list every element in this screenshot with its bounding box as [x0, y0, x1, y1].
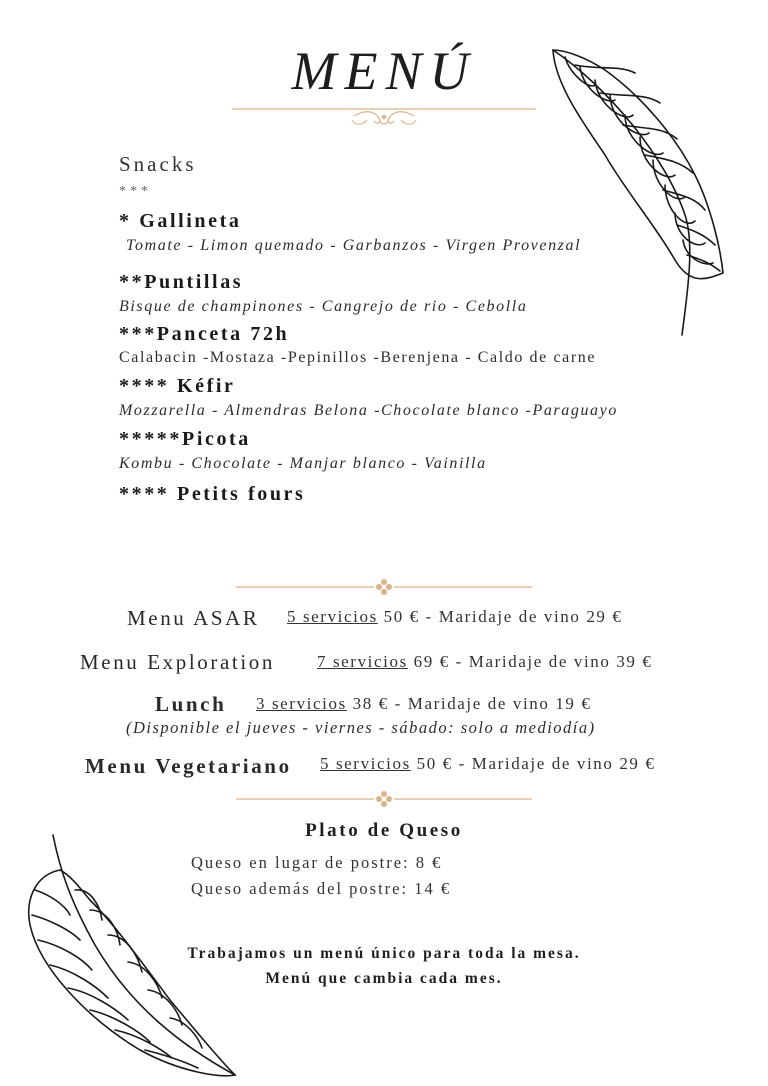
dish-description: Tomate - Limon quemado - Garbanzos - Virgen Provenzal — [126, 237, 582, 254]
menu-price — [320, 754, 655, 774]
dish-description: Bisque de champinones - Cangrejo de rio - Cebolla — [119, 298, 528, 315]
menu-name: Menu ASAR — [127, 606, 260, 630]
ornament-divider-top — [232, 98, 536, 130]
cheese-line: Queso además del postre: 14 € — [191, 879, 452, 898]
dish-description: Mozzarella - Almendras Belona -Chocolate blanco -Paraguayo — [119, 402, 618, 419]
ornament-divider-middle — [236, 578, 532, 596]
menu-name: Lunch — [155, 692, 227, 716]
menu-price — [287, 607, 622, 627]
menu-services: 5 servicios — [320, 754, 411, 773]
section-stars: *** — [119, 184, 152, 199]
feather-icon — [545, 45, 730, 340]
menu-name: Menu Exploration — [80, 650, 275, 674]
dish-name: *****Picota — [119, 428, 251, 450]
menu-price — [317, 652, 652, 672]
footer-note: Menú que cambia cada mes. — [265, 970, 503, 987]
page-title: MENÚ — [291, 41, 477, 101]
menu-price-text: 38 € - Maridaje de vino 19 € — [346, 694, 592, 713]
menu-services: 5 servicios — [287, 607, 378, 626]
menu-name: Menu Vegetariano — [85, 754, 292, 778]
dish-name: **** Kéfir — [119, 375, 236, 397]
menu-services: 3 servicios — [256, 694, 347, 713]
dish-name: ***Panceta 72h — [119, 323, 290, 345]
dish-description: Kombu - Chocolate - Manjar blanco - Vainilla — [119, 455, 487, 472]
section-label-snacks: Snacks — [119, 152, 197, 176]
cheese-line: Queso en lugar de postre: 8 € — [191, 853, 443, 872]
menu-price-text: 50 € - Maridaje de vino 29 € — [377, 607, 623, 626]
dish-name: **Puntillas — [119, 271, 244, 293]
menu-price — [256, 694, 591, 714]
lunch-availability-note: (Disponible el jueves - viernes - sábado: solo a mediodía) — [126, 718, 596, 737]
menu-price-text: 69 € - Maridaje de vino 39 € — [407, 652, 653, 671]
cheese-title: Plato de Queso — [305, 820, 463, 841]
dish-description: Calabacin -Mostaza -Pepinillos -Berenjena - Caldo de carne — [119, 349, 597, 366]
dish-name: * Gallineta — [119, 210, 242, 232]
dish-name: **** Petits fours — [119, 483, 306, 505]
menu-services: 7 servicios — [317, 652, 408, 671]
footer-note: Trabajamos un menú único para toda la mesa. — [187, 945, 581, 962]
ornament-divider-lower — [236, 790, 532, 808]
menu-price-text: 50 € - Maridaje de vino 29 € — [410, 754, 656, 773]
